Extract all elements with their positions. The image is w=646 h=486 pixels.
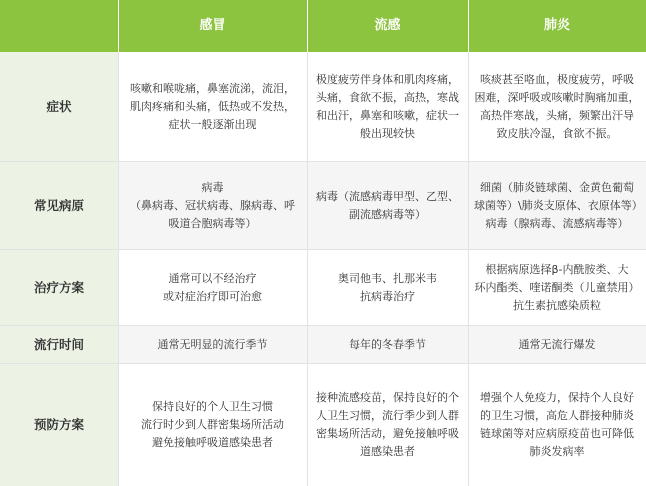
cell-line: 接种流感疫苗，保持良好的个	[316, 391, 459, 404]
cell-cold-season	[118, 326, 307, 364]
cell-line: 避免接触呼吸道感染患者	[152, 436, 273, 449]
cell-line: 咳痰甚至咯血，极度疲劳，呼吸	[480, 73, 634, 86]
cell-flu-treatment	[307, 250, 468, 326]
cell-flu-prevention	[307, 364, 468, 486]
column-divider	[307, 52, 308, 486]
cell-line: 的卫生习惯，高危人群接种肺炎	[480, 409, 634, 422]
cell-line: 咳嗽和喉咙痛，鼻塞流涕，流泪，	[130, 82, 295, 95]
header-label: 流感	[374, 18, 401, 33]
header-cell-pneumonia	[468, 0, 646, 52]
cell-pneumonia-season	[468, 326, 646, 364]
cell-line: 抗病毒治疗	[360, 290, 415, 303]
cell-line: 抗生素抗感染质粒	[513, 299, 601, 312]
cell-line: 病毒（腺病毒、流感病毒等）	[485, 217, 629, 230]
header-cell-flu	[307, 0, 468, 52]
row-label-prevention: 预防方案	[0, 364, 118, 486]
row-divider	[0, 161, 646, 162]
cell-line: 球菌等）\肺炎支原体、衣原体等）	[474, 199, 643, 212]
row-divider	[0, 363, 646, 364]
header-label: 感冒	[199, 18, 226, 33]
cell-line: 吸道合胞病毒等）	[168, 217, 257, 230]
cell-line: 密集场所活动，避免接触呼吸	[316, 427, 459, 440]
cell-line: 细菌（肺炎链球菌、金黄色葡萄	[480, 181, 634, 194]
table-row-season	[0, 326, 646, 364]
cell-line: 困难，深呼吸或咳嗽时胸痛加重，	[474, 91, 640, 104]
cell-line: 症状一般逐渐出现	[168, 118, 257, 131]
cell-line: 极度疲劳伴身体和肌肉疼痛，	[316, 73, 459, 86]
cell-line: 根据病原选择β-内酰胺类、大	[485, 263, 629, 276]
cell-line: 增强个人免疫力，保持个人良好	[480, 391, 634, 404]
row-divider	[0, 249, 646, 250]
cell-line: 环内酯类、喹诺酮类（儿童禁用）	[474, 281, 640, 294]
cell-flu-pathogens	[307, 162, 468, 250]
cell-line: 奥司他韦、扎那米韦	[338, 272, 437, 285]
row-label-symptoms: 症状	[0, 52, 118, 162]
cell-line: 病毒	[201, 181, 224, 194]
cell-line: 头痛，食欲不振，高热，寒战	[316, 91, 459, 104]
cell-cold-symptoms	[118, 52, 307, 162]
header-label: 肺炎	[543, 18, 570, 33]
cell-line: 肌肉疼痛和头痛，低热或不发热，	[130, 100, 295, 113]
cell-cold-prevention	[118, 364, 307, 486]
table-header-row	[0, 0, 646, 52]
cell-line: 道感染患者	[360, 445, 415, 458]
cell-line: 通常无明显的流行季节	[157, 338, 268, 351]
table-row-symptoms	[0, 52, 646, 162]
table-row-treatment	[0, 250, 646, 326]
cell-line: 或对症治疗即可治愈	[163, 290, 262, 303]
header-corner-cell	[0, 0, 118, 52]
row-label-pathogens: 常见病原	[0, 162, 118, 250]
cell-flu-season	[307, 326, 468, 364]
cell-line: 每年的冬春季节	[349, 338, 426, 351]
cell-line: 般出现较快	[360, 127, 415, 140]
cell-pneumonia-pathogens	[468, 162, 646, 250]
cell-line: 病毒（流感病毒甲型、乙型、	[316, 190, 459, 203]
cell-line: 肺炎发病率	[529, 445, 585, 458]
table-row-prevention	[0, 364, 646, 486]
cell-line: 人卫生习惯，流行季少到人群	[316, 409, 459, 422]
column-divider	[118, 52, 119, 486]
cell-pneumonia-prevention	[468, 364, 646, 486]
cell-line: 和出汗，鼻塞和咳嗽，症状一	[316, 109, 459, 122]
cell-line: 通常无流行爆发	[518, 338, 596, 351]
cell-line: 高热伴寒战，头痛，频繁出汗导	[480, 109, 634, 122]
cell-line: 保持良好的个人卫生习惯	[152, 400, 273, 413]
cell-flu-symptoms	[307, 52, 468, 162]
cell-line: 通常可以不经治疗	[168, 272, 257, 285]
row-divider	[0, 325, 646, 326]
cell-line: 副流感病毒等）	[349, 208, 426, 221]
column-divider	[468, 52, 469, 486]
cell-cold-pathogens	[118, 162, 307, 250]
cell-pneumonia-symptoms	[468, 52, 646, 162]
row-label-season: 流行时间	[0, 326, 118, 364]
cell-line: （鼻病毒、冠状病毒、腺病毒、呼	[130, 199, 295, 212]
cell-line: 致皮肤冷湿，食欲不振。	[496, 127, 618, 140]
header-cell-cold	[118, 0, 307, 52]
table-row-pathogens	[0, 162, 646, 250]
row-label-treatment: 治疗方案	[0, 250, 118, 326]
cell-pneumonia-treatment	[468, 250, 646, 326]
cell-line: 流行时少到人群密集场所活动	[141, 418, 284, 431]
cell-cold-treatment	[118, 250, 307, 326]
cell-line: 链球菌等对应病原疫苗也可降低	[480, 427, 634, 440]
